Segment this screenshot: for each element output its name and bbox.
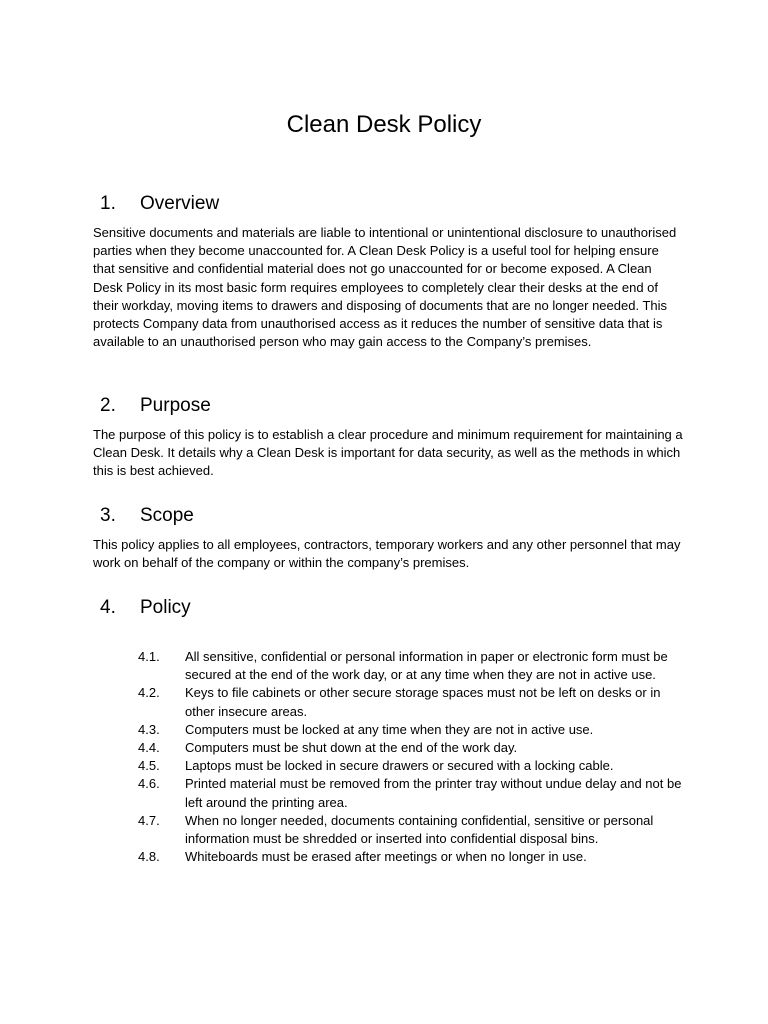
list-item-number: 4.8. [138, 849, 160, 865]
list-item-number: 4.2. [138, 685, 160, 701]
list-item-number: 4.1. [138, 649, 160, 664]
list-item-text: Laptops must be locked in secure drawers or secured with a locking cable. [185, 758, 614, 774]
list-item-text: Printed material must be removed from the printer tray without undue delay and not be left around the printing area. [185, 776, 682, 810]
section-title: Overview [140, 193, 220, 214]
list-item-number: 4.7. [138, 812, 160, 828]
policy-list [138, 648, 683, 866]
list-item [138, 739, 683, 757]
list-item-number: 4.3. [138, 721, 160, 737]
list-item [138, 684, 683, 720]
section-number: 3. [100, 505, 116, 526]
list-item-text: Computers must be locked at any time when they are not in active use. [185, 721, 594, 737]
list-item [138, 812, 683, 848]
list-item-text: All sensitive, confidential or personal information in paper or electronic form must be secured at the end of the work day, or at any time when they are not in active use. [185, 649, 668, 683]
section-title: Purpose [140, 395, 211, 416]
section-number: 4. [100, 597, 116, 618]
section-number: 2. [100, 395, 116, 416]
list-item-text: Computers must be shut down at the end of the work day. [185, 740, 518, 756]
list-item-number: 4.6. [138, 776, 160, 792]
document-title: Clean Desk Policy [286, 111, 482, 138]
scope-paragraph: This policy applies to all employees, contractors, temporary workers and any other personnel that may work on behalf of the company or within the company’s premises. [93, 537, 681, 571]
list-item [138, 775, 683, 811]
section-heading-policy [100, 596, 191, 620]
list-item [138, 721, 683, 739]
overview-paragraph: Sensitive documents and materials are liable to intentional or unintentional disclosure to unauthorised parties when they become unaccounted for. A Clean Desk Policy is a useful tool for helping ensure that sensitive and confidential material does not go unaccounted for or become exposed. A Clean Desk Policy in its most basic form requires employees to completely clear their desks at the end of their workday, moving items to drawers and disposing of documents that are no longer needed. This protects Company data from unauthorised access as it reduces the number of sensitive data that is available to an unauthorised person who may gain access to the Company’s premises. [93, 225, 677, 350]
section-heading-overview [100, 192, 219, 216]
section-number: 1. [100, 193, 116, 214]
section-title: Scope [140, 505, 194, 526]
section-title: Policy [140, 597, 191, 618]
section-heading-purpose [100, 394, 211, 418]
list-item-number: 4.5. [138, 758, 160, 774]
list-item-text: Whiteboards must be erased after meetings or when no longer in use. [185, 849, 587, 865]
list-item [138, 848, 683, 866]
list-item [138, 648, 683, 684]
list-item-number: 4.4. [138, 740, 160, 756]
list-item-text: Keys to file cabinets or other secure storage spaces must not be left on desks or in other insecure areas. [185, 685, 661, 719]
purpose-paragraph: The purpose of this policy is to establish a clear procedure and minimum requirement for maintaining a Clean Desk. It details why a Clean Desk is important for data security, as well as the methods in which this is best achieved. [93, 427, 683, 479]
list-item-text: When no longer needed, documents containing confidential, sensitive or personal information must be shredded or inserted into confidential disposal bins. [185, 812, 654, 847]
section-heading-scope [100, 504, 194, 528]
list-item [138, 757, 683, 775]
